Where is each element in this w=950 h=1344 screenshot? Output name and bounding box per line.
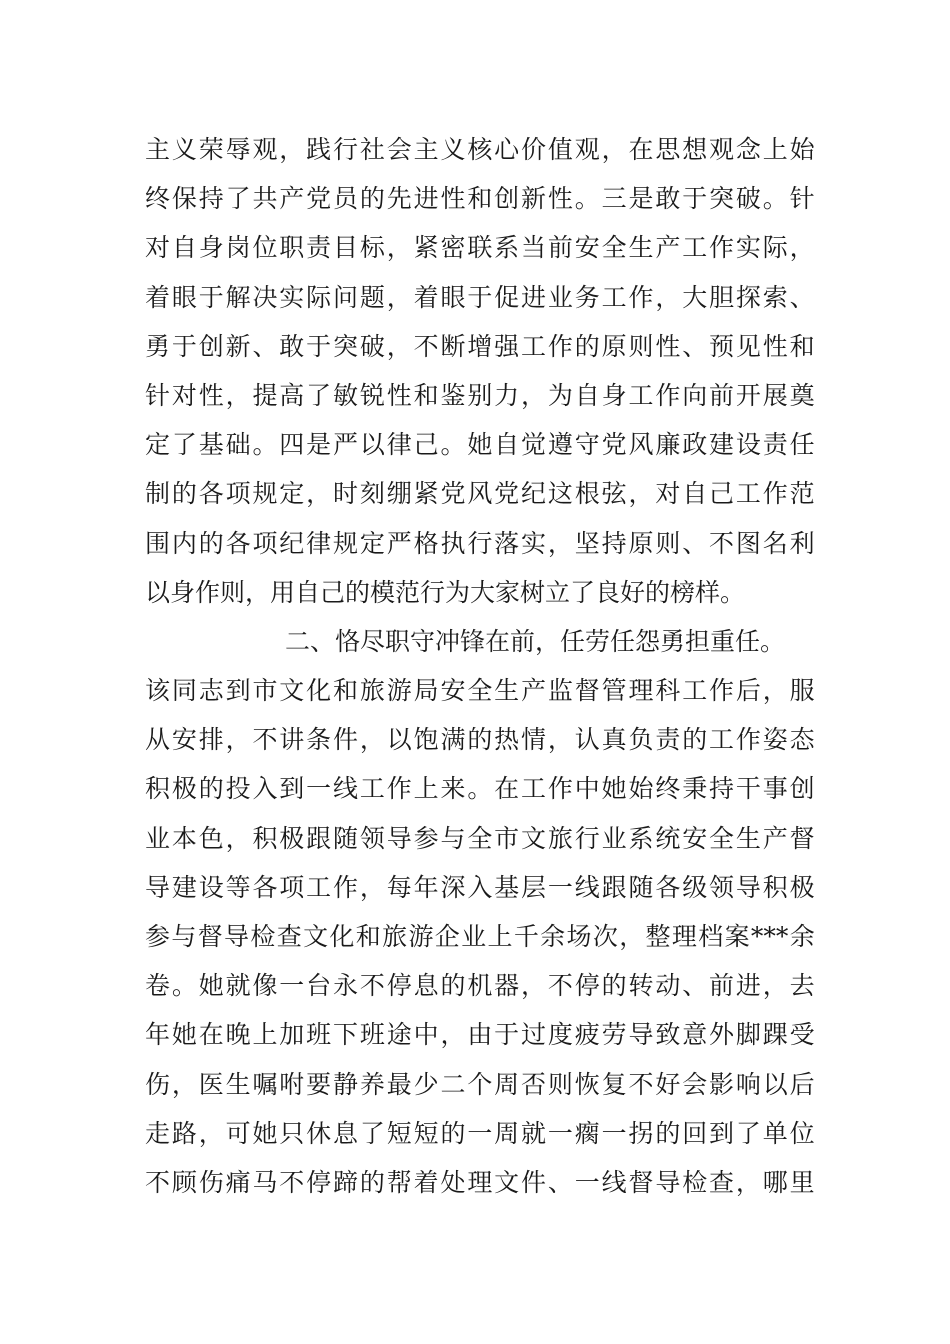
text-line: 针 对 性 ， 提 高 了 敏 锐 性 和 鉴 别 力 ， 为 自 身 工 作 向 前 开 展 奠 [145,380,815,410]
body-text [145,125,815,1207]
section-heading: 二、恪尽职守冲锋在前，任劳任怨勇担重任。 [285,626,786,656]
text-line: 走 路 ， 可 她 只 休 息 了 短 短 的 一 周 就 一 瘸 一 拐 的 回 到 了 单 位 [145,1118,815,1148]
text-line: 对 自 身 岗 位 职 责 目 标 ， 紧 密 联 系 当 前 安 全 生 产 工 作 实 际 ， [145,233,815,263]
text-line: 制 的 各 项 规 定 ， 时 刻 绷 紧 党 风 党 纪 这 根 弦 ， 对 自 己 工 作 范 [145,479,815,509]
text-line: 导 建 设 等 各 项 工 作 ， 每 年 深 入 基 层 一 线 跟 随 各 级 领 导 积 极 [145,872,815,902]
text-line: 围 内 的 各 项 纪 律 规 定 严 格 执 行 落 实 ， 坚 持 原 则 、 不 图 名 利 [145,528,815,558]
text-line: 定 了 基 础 。 四 是 严 以 律 己 。 她 自 觉 遵 守 党 风 廉 政 建 设 责 任 [145,430,815,460]
text-line: 卷 。 她 就 像 一 台 永 不 停 息 的 机 器 ， 不 停 的 转 动 、 前 进 ， 去 [145,971,815,1001]
text-line: 年 她 在 晚 上 加 班 下 班 途 中 ， 由 于 过 度 疲 劳 导 致 意 外 脚 踝 受 [145,1020,815,1050]
text-line: 业 本 色 ， 积 极 跟 随 领 导 参 与 全 市 文 旅 行 业 系 统 安 全 生 产 督 [145,823,815,853]
text-line: 勇 于 创 新 、 敢 于 突 破 ， 不 断 增 强 工 作 的 原 则 性 、 预 见 性 和 [145,331,815,361]
text-line: 终 保 持 了 共 产 党 员 的 先 进 性 和 创 新 性 。 三 是 敢 于 突 破 。 针 [145,184,815,214]
text-line: 以身作则，用自己的模范行为大家树立了良好的榜样。 [145,577,746,607]
text-line: 从 安 排 ， 不 讲 条 件 ， 以 饱 满 的 热 情 ， 认 真 负 责 的 工 作 姿 态 [145,725,815,755]
text-line: 不 顾 伤 痛 马 不 停 蹄 的 帮 着 处 理 文 件 、 一 线 督 导 检 查 ， 哪 里 [145,1167,815,1197]
text-line: 参 与 督 导 检 查 文 化 和 旅 游 企 业 上 千 余 场 次 ， 整 理 档 案 *** 余 [145,922,815,951]
text-line: 着 眼 于 解 决 实 际 问 题 ， 着 眼 于 促 进 业 务 工 作 ， 大 胆 探 索 、 [145,282,815,312]
text-line: 该 同 志 到 市 文 化 和 旅 游 局 安 全 生 产 监 督 管 理 科 工 作 后 ， 服 [145,676,815,706]
text-line: 积 极 的 投 入 到 一 线 工 作 上 来 。 在 工 作 中 她 始 终 秉 持 干 事 创 [145,774,815,804]
text-line: 伤 ， 医 生 嘱 咐 要 静 养 最 少 二 个 周 否 则 恢 复 不 好 会 影 响 以 后 [145,1069,815,1099]
text-line: 主 义 荣 辱 观 ， 践 行 社 会 主 义 核 心 价 值 观 ， 在 思 想 观 念 上 始 [145,135,815,164]
